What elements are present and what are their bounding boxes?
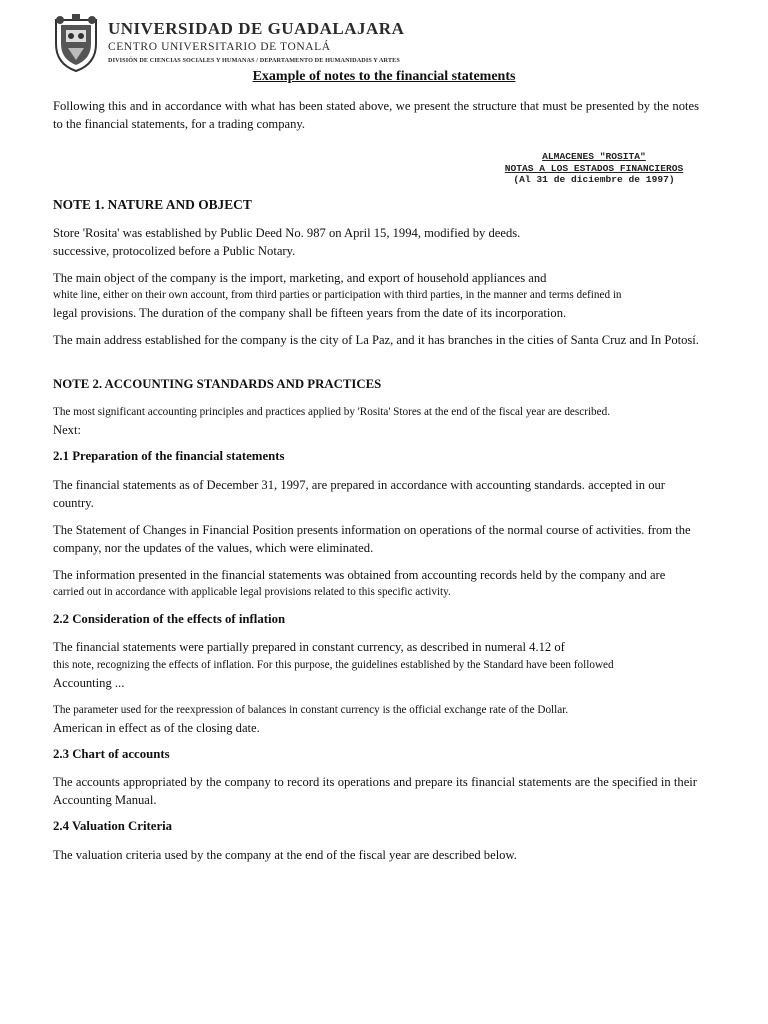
document-title: Example of notes to the financial statements <box>252 69 516 84</box>
section-2-3-heading: 2.3 Chart of accounts <box>53 747 170 761</box>
typed-heading-company: ALMACENES "ROSITA" <box>542 151 646 162</box>
note2-paragraph-1a: The most significant accounting principles and practices applied by 'Rosita' Stores at the end of the fiscal year are described. <box>53 406 611 418</box>
note1-paragraph-2a: The main object of the company is the import, marketing, and export of household appliances and <box>53 271 547 285</box>
note1-paragraph-1: Store 'Rosita' was established by Public Deed No. 987 on April 15, 1994, modified by deeds. successive, protocolized before a Public Notary. <box>53 226 521 258</box>
note1-paragraph-2b: white line, either on their own account, from third parties or participation with third parties, in the manner and terms defined in <box>53 289 622 301</box>
note2-paragraph-1b: Next: <box>53 423 81 437</box>
section-2-4-paragraph-1: The valuation criteria used by the company at the end of the fiscal year are described below. <box>53 848 517 862</box>
note1-paragraph-3: The main address established for the company is the city of La Paz, and it has branches in the cities of Santa Cruz and In Potosí. <box>53 333 699 347</box>
section-2-1-paragraph-3b: carried out in accordance with applicable legal provisions related to this specific activity. <box>53 586 451 598</box>
section-2-3-paragraph-1: The accounts appropriated by the company to record its operations and prepare its financial statements are the specified in their Accounting Manual. <box>53 775 697 807</box>
typed-heading-notes: NOTAS A LOS ESTADOS FINANCIEROS <box>504 162 684 174</box>
section-2-2-paragraph-2b: American in effect as of the closing date. <box>53 721 260 735</box>
typed-heading <box>494 151 694 186</box>
section-2-1-heading: 2.1 Preparation of the financial statements <box>53 449 285 463</box>
intro-paragraph: Following this and in accordance with what has been stated above, we present the structure that must be presented by the notes to the financial statements, for a trading company. <box>53 99 699 131</box>
university-name: UNIVERSIDAD DE GUADALAJARA <box>108 19 405 38</box>
division-name: DIVISIÓN DE CIENCIAS SOCIALES Y HUMANAS / DEPARTAMENTO DE HUMANIDADIS Y ARTES <box>108 57 400 64</box>
centro-name: CENTRO UNIVERSITARIO DE TONALÁ <box>108 41 331 53</box>
section-2-2-paragraph-1c: Accounting ... <box>53 676 125 690</box>
section-2-2-heading: 2.2 Consideration of the effects of inflation <box>53 612 286 626</box>
section-2-2-paragraph-2a: The parameter used for the reexpression of balances in constant currency is the official exchange rate of the Dollar. <box>53 704 569 716</box>
university-text-block <box>108 20 718 64</box>
note1-paragraph-2c: legal provisions. The duration of the company shall be fifteen years from the date of its incorporation. <box>53 306 567 320</box>
typed-heading-date: (Al 31 de diciembre de 1997) <box>513 174 675 185</box>
section-2-1-paragraph-2: The Statement of Changes in Financial Position presents information on operations of the normal course of activities. from the company, nor the updates of the values, which were eliminated. <box>53 523 691 555</box>
note2-heading: NOTE 2. ACCOUNTING STANDARDS AND PRACTICES <box>53 377 382 391</box>
section-2-4-heading: 2.4 Valuation Criteria <box>53 819 173 833</box>
note1-heading: NOTE 1. NATURE AND OBJECT <box>53 197 252 212</box>
section-2-2-paragraph-1b: this note, recognizing the effects of inflation. For this purpose, the guidelines established by the Standard have been followed <box>53 659 614 671</box>
section-2-1-paragraph-1: The financial statements as of December 31, 1997, are prepared in accordance with accounting standards. accepted in our country. <box>53 478 665 510</box>
section-2-1-paragraph-3a: The information presented in the financial statements was obtained from accounting records held by the company and are <box>53 568 666 582</box>
section-2-2-paragraph-1a: The financial statements were partially prepared in constant currency, as described in numeral 4.12 of <box>53 640 565 654</box>
university-seal-logo <box>52 14 100 72</box>
university-header <box>52 14 712 74</box>
